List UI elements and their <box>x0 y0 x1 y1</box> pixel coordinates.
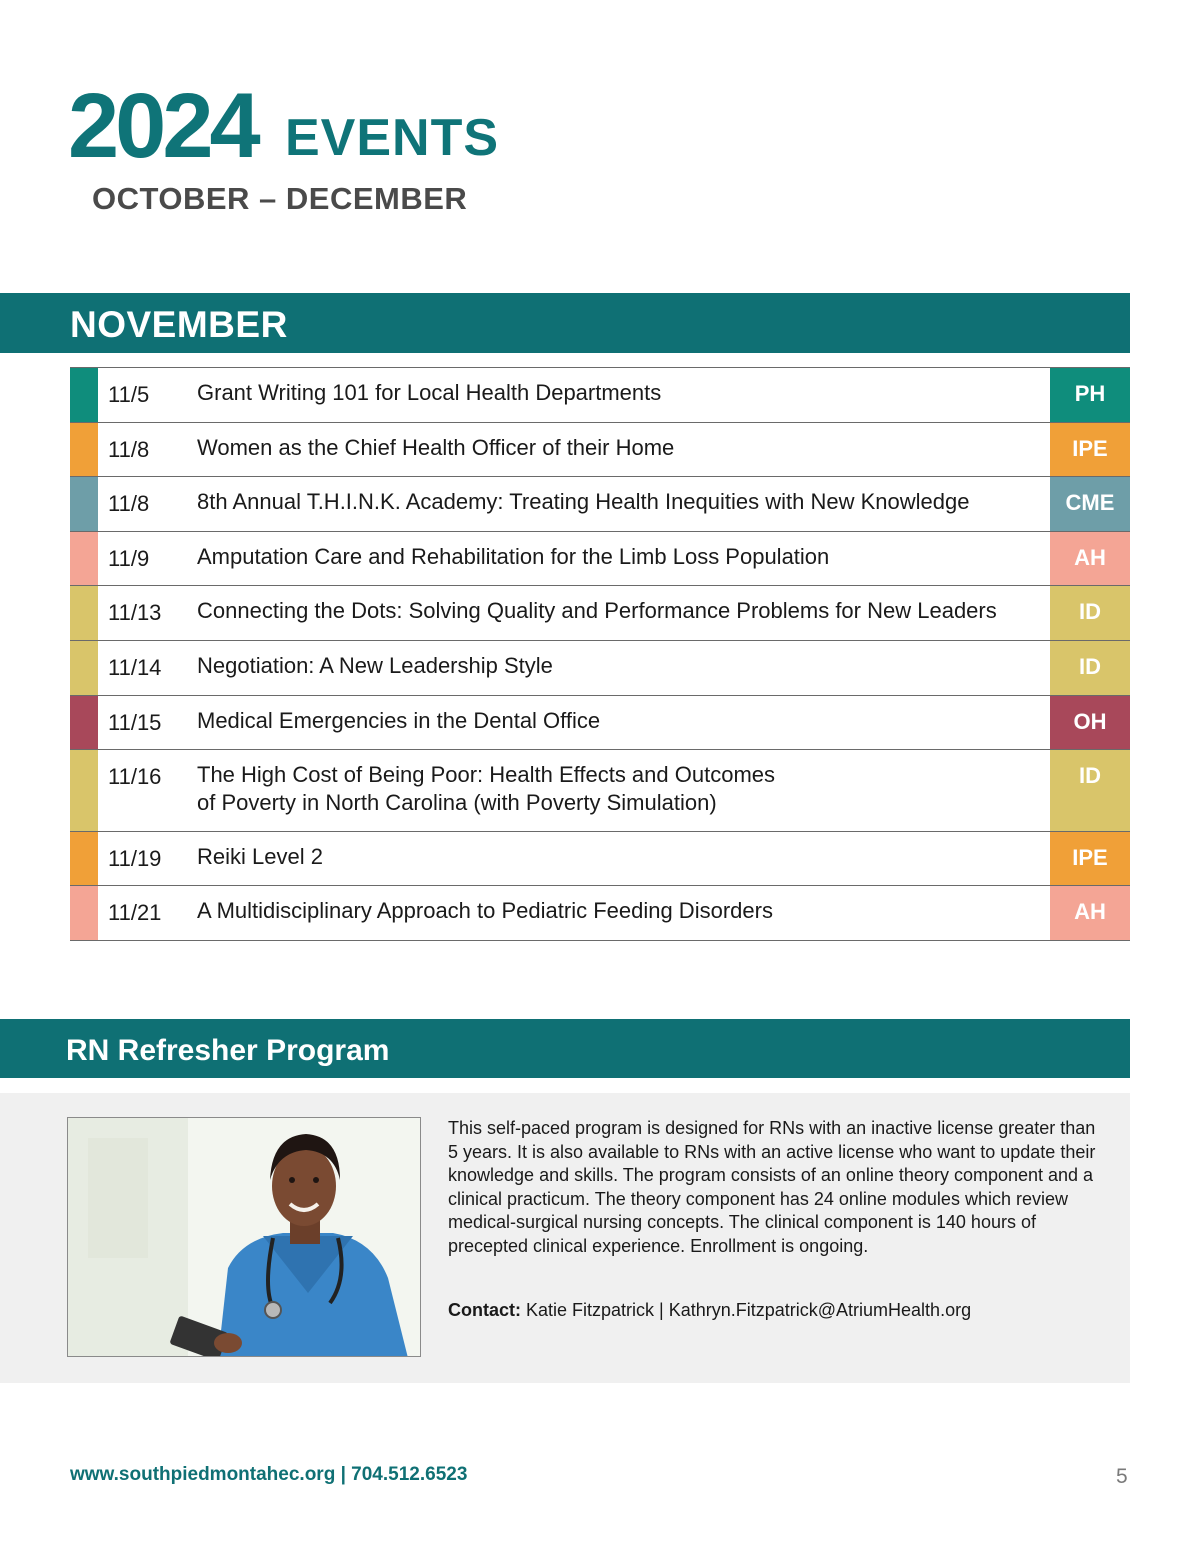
event-date: 11/8 <box>108 436 150 462</box>
event-category-badge: IPE <box>1050 832 1130 886</box>
event-color-stripe <box>70 586 98 640</box>
event-row[interactable] <box>70 586 1130 641</box>
event-title: Women as the Chief Health Officer of their Home <box>197 434 675 460</box>
rn-contact-label: Contact: <box>448 1300 521 1320</box>
event-date: 11/13 <box>108 600 162 626</box>
event-category-badge: OH <box>1050 696 1130 750</box>
footer-website-phone[interactable]: www.southpiedmontahec.org | 704.512.6523 <box>70 1464 468 1485</box>
month-title: NOVEMBER <box>70 304 288 345</box>
event-title: The High Cost of Being Poor: Health Effects and Outcomes of Poverty in North Carolina (with Poverty Simulation) <box>197 762 776 816</box>
header-date-range: OCTOBER – DECEMBER <box>92 181 468 216</box>
rn-description: This self-paced program is designed for RNs with an inactive license greater than 5 years. It is also available to RNs with an active license who want to update their knowledge and skills. The program consists of an online theory component and a clinical practicum. The theory component has 24 online modules which review medical-surgical nursing concepts. The clinical component is 140 hours of precepted clinical experience. Enrollment is ongoing. <box>448 1118 1096 1256</box>
event-date: 11/16 <box>108 764 162 790</box>
nurse-illustration <box>68 1118 421 1357</box>
event-category-badge: AH <box>1050 532 1130 586</box>
event-category-badge: ID <box>1050 586 1130 640</box>
event-date: 11/19 <box>108 845 162 871</box>
event-color-stripe <box>70 886 98 940</box>
event-row[interactable] <box>70 477 1130 532</box>
event-category-badge: CME <box>1050 477 1130 531</box>
event-date: 11/9 <box>108 545 150 571</box>
event-category-badge: ID <box>1050 641 1130 695</box>
event-title: Connecting the Dots: Solving Quality and Performance Problems for New Leaders <box>197 598 997 624</box>
nurse-photo <box>67 1117 421 1357</box>
event-date: 11/5 <box>108 382 150 407</box>
event-color-stripe <box>70 641 98 695</box>
event-row[interactable] <box>70 368 1130 423</box>
event-title: Amputation Care and Rehabilitation for the Limb Loss Population <box>197 543 830 569</box>
event-color-stripe <box>70 423 98 477</box>
event-color-stripe <box>70 368 98 422</box>
page-number: 5 <box>1116 1465 1128 1488</box>
event-color-stripe <box>70 696 98 750</box>
event-row[interactable] <box>70 532 1130 587</box>
event-category-badge: ID <box>1050 750 1130 830</box>
rn-banner <box>0 1019 1130 1078</box>
event-date: 11/14 <box>108 654 162 680</box>
event-date: 11/15 <box>108 709 162 735</box>
event-row[interactable] <box>70 423 1130 478</box>
event-category-badge: IPE <box>1050 423 1130 477</box>
event-row[interactable] <box>70 750 1130 831</box>
event-title: Negotiation: A New Leadership Style <box>197 652 553 678</box>
event-date: 11/8 <box>108 491 150 517</box>
header-year: 2024 <box>68 75 257 177</box>
event-title: 8th Annual T.H.I.N.K. Academy: Treating Health Inequities with New Knowledge <box>197 489 970 515</box>
header-events-word: EVENTS <box>285 109 500 167</box>
rn-title: RN Refresher Program <box>66 1034 390 1067</box>
event-category-badge: PH <box>1050 368 1130 422</box>
event-row[interactable] <box>70 696 1130 751</box>
month-banner <box>0 293 1130 353</box>
events-table <box>70 367 1130 941</box>
rn-contact <box>448 1300 1108 1321</box>
event-color-stripe <box>70 750 98 830</box>
event-date: 11/21 <box>108 900 162 926</box>
event-row[interactable] <box>70 641 1130 696</box>
event-title: Grant Writing 101 for Local Health Departments <box>197 380 662 405</box>
event-title: A Multidisciplinary Approach to Pediatric Feeding Disorders <box>197 898 773 924</box>
event-category-badge: AH <box>1050 886 1130 940</box>
event-color-stripe <box>70 477 98 531</box>
event-row[interactable] <box>70 832 1130 887</box>
event-color-stripe <box>70 532 98 586</box>
event-color-stripe <box>70 832 98 886</box>
event-title: Medical Emergencies in the Dental Office <box>197 707 601 733</box>
rn-contact-value: Katie Fitzpatrick | Kathryn.Fitzpatrick@AtriumHealth.org <box>521 1300 972 1320</box>
event-title: Reiki Level 2 <box>197 843 323 869</box>
event-row[interactable] <box>70 886 1130 941</box>
